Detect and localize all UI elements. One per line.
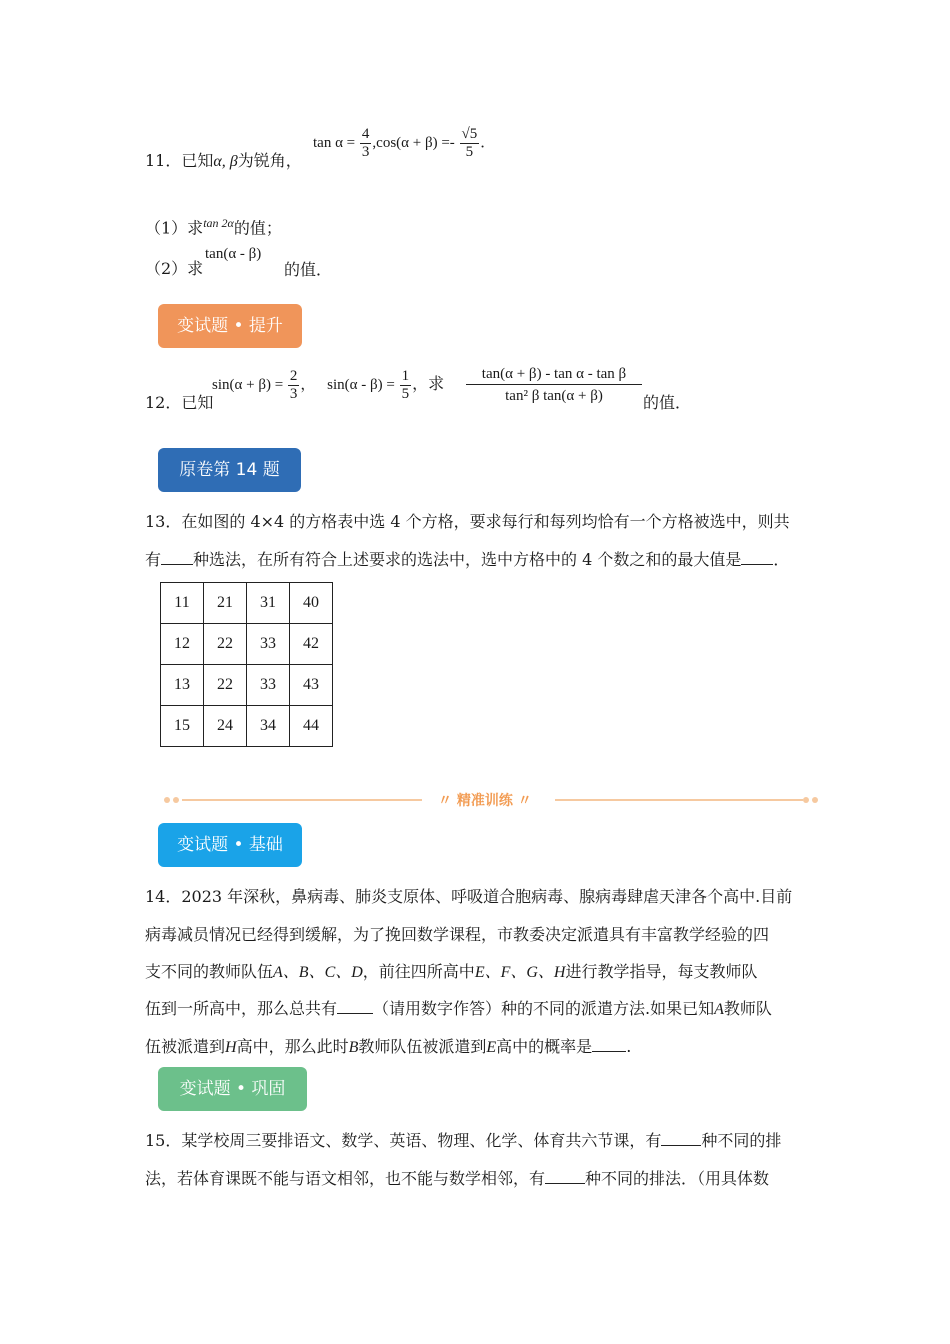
q13-line2c: ．	[773, 550, 790, 569]
q12-expression-den: tan² β tan(α + β)	[505, 388, 603, 404]
q11-part2-label: （2）求	[145, 259, 204, 278]
q14-line4b: （请用数字作答）种的不同的派遣方法.如果已知	[373, 999, 715, 1018]
badge-basic: 变试题 • 基础	[158, 823, 302, 867]
q12-expression	[466, 364, 642, 407]
q14-line1: 14．2023 年深秋，鼻病毒、肺炎支原体、呼吸道合胞病毒、腺病毒肆虐天津各个高中.目前	[145, 887, 793, 906]
divider-dot	[164, 797, 170, 803]
grid-cell: 22	[204, 624, 247, 665]
q11-vars: α, β	[213, 153, 238, 170]
q14-school-e: E	[486, 1039, 497, 1056]
q11-part2-expr: tan(α - β)	[205, 246, 262, 262]
q14-line5g: 高中的概率是	[496, 1037, 593, 1056]
q12-sin2: sin(α - β) =	[327, 376, 395, 393]
q12-sin2-fraction	[400, 368, 412, 403]
grid-cell: 42	[290, 624, 333, 665]
q13-line2	[145, 549, 789, 571]
badge-consolidate: 变试题 • 巩固	[158, 1067, 307, 1111]
q12-expression-num: tan(α + β) - tan α - tan β	[466, 364, 642, 385]
q14-line4a: 伍到一所高中，那么总共有	[145, 999, 338, 1018]
answer-blank[interactable]	[592, 1037, 626, 1052]
q13-line2a: 有	[145, 550, 162, 569]
grid-row	[161, 706, 333, 747]
grid-cell: 34	[247, 706, 290, 747]
q12-comma2: ，求	[412, 373, 445, 393]
q14-line3c: ，前往四所高中	[362, 962, 475, 981]
q11-number: 11．	[145, 151, 182, 170]
q12-formula	[212, 368, 444, 403]
q11-formula	[313, 126, 495, 161]
q11-part2	[145, 258, 203, 280]
slash-icon: 〃	[512, 793, 532, 809]
divider-line-left	[182, 799, 422, 801]
q12-lead	[145, 392, 213, 414]
q15-line2b: 种不同的排法．（用具体数	[585, 1169, 770, 1188]
q15-line2	[145, 1168, 769, 1190]
q12-lead-text: 已知	[181, 393, 214, 412]
q14-line4d: 教师队	[723, 999, 772, 1018]
grid-cell: 12	[161, 624, 204, 665]
answer-blank[interactable]	[545, 1169, 585, 1184]
divider-label-text: 精准训练	[456, 793, 513, 809]
q14-line5a: 伍被派遣到	[145, 1037, 226, 1056]
q11-cos-label: ,cos(α + β) =-	[372, 134, 455, 151]
q12-tail: 的值．	[643, 393, 692, 412]
badge-improve: 变试题 • 提升	[158, 304, 302, 348]
q11-cos-den: 5	[465, 144, 474, 160]
q14-team-b: B	[348, 1039, 359, 1056]
q14-line4	[145, 998, 772, 1021]
q11-tan-fraction	[360, 126, 372, 161]
q12-sin1-den: 3	[289, 386, 298, 402]
q11-cos-fraction	[460, 126, 480, 161]
q12-sin2-num: 1	[401, 368, 410, 384]
q11-cos-num: √5	[461, 126, 478, 142]
q14-schools: E、F、G、H	[474, 964, 566, 981]
grid-cell: 31	[247, 583, 290, 624]
divider-line-right	[555, 799, 803, 801]
q14-line5	[145, 1036, 631, 1059]
q13-line2b: 种选法，在所有符合上述要求的选法中，选中方格中的 4 个数之和的最大值是	[193, 550, 742, 569]
q14-line5c: 高中，那么此时	[236, 1037, 349, 1056]
divider-dot	[812, 797, 818, 803]
q15-line1b: 种不同的排	[701, 1131, 782, 1150]
q11-lead: 已知	[181, 151, 214, 170]
answer-blank[interactable]	[741, 550, 773, 565]
q11-acute: 为锐角，	[237, 151, 302, 170]
q14-team-a: A	[714, 1001, 724, 1018]
q12-number: 12．	[145, 393, 182, 412]
q11-end: ．	[480, 134, 496, 151]
divider-label	[438, 790, 532, 810]
grid-cell: 24	[204, 706, 247, 747]
q15-line1	[145, 1130, 781, 1152]
q11-part1-expr: tan 2α	[203, 216, 234, 230]
q11-tan-den: 3	[361, 144, 370, 160]
q12-comma1: ，	[300, 376, 316, 393]
q11-part1	[145, 212, 282, 239]
divider-dot	[173, 797, 179, 803]
grid-cell: 11	[161, 583, 204, 624]
grid-cell: 33	[247, 665, 290, 706]
q14-school-h: H	[225, 1039, 237, 1056]
q14-line5e: 教师队伍被派遣到	[358, 1037, 487, 1056]
number-grid	[160, 582, 333, 747]
q14-line3e: 进行教学指导，每支教师队	[565, 962, 758, 981]
grid-row	[161, 665, 333, 706]
grid-cell: 33	[247, 624, 290, 665]
grid-cell: 40	[290, 583, 333, 624]
q14-line5h: .	[626, 1037, 632, 1056]
q14-teams: A、B、C、D	[273, 964, 363, 981]
q12-sin1: sin(α + β) =	[212, 376, 284, 393]
q15-line1a: 15．某学校周三要排语文、数学、英语、物理、化学、体育共六节课，有	[145, 1131, 662, 1150]
q14-line3a: 支不同的教师队伍	[145, 962, 274, 981]
q11-part1-label: （1）求	[145, 218, 204, 238]
q11-tan-label: tan α =	[313, 134, 356, 151]
grid-cell: 13	[161, 665, 204, 706]
grid-cell: 21	[204, 583, 247, 624]
q14-line2: 病毒减员情况已经得到缓解，为了挽回数学课程，市教委决定派遣具有丰富教学经验的四	[145, 925, 770, 944]
q11-tan-num: 4	[361, 126, 370, 142]
q12-sin1-fraction	[288, 368, 300, 403]
q11-line	[145, 150, 302, 173]
grid-row	[161, 624, 333, 665]
answer-blank[interactable]	[161, 550, 193, 565]
divider-dot	[803, 797, 809, 803]
answer-blank[interactable]	[661, 1131, 701, 1146]
badge-original-14: 原卷第 14 题	[158, 448, 301, 492]
grid-cell: 15	[161, 706, 204, 747]
q11-part2-tail: 的值．	[284, 260, 333, 279]
q13-line1: 13．在如图的 4×4 的方格表中选 4 个方格，要求每行和每列均恰有一个方格被选中，则共	[145, 512, 790, 531]
grid-row	[161, 583, 333, 624]
q11-part1-tail: 的值；	[233, 218, 282, 238]
q14-line3	[145, 961, 758, 984]
answer-blank[interactable]	[337, 999, 373, 1014]
q12-sin2-den: 5	[401, 386, 410, 402]
grid-cell: 44	[290, 706, 333, 747]
q15-line2a: 法，若体育课既不能与语文相邻，也不能与数学相邻，有	[145, 1169, 546, 1188]
q12-sin1-num: 2	[289, 368, 298, 384]
grid-cell: 43	[290, 665, 333, 706]
slash-icon: 〃	[438, 793, 457, 809]
grid-cell: 22	[204, 665, 247, 706]
